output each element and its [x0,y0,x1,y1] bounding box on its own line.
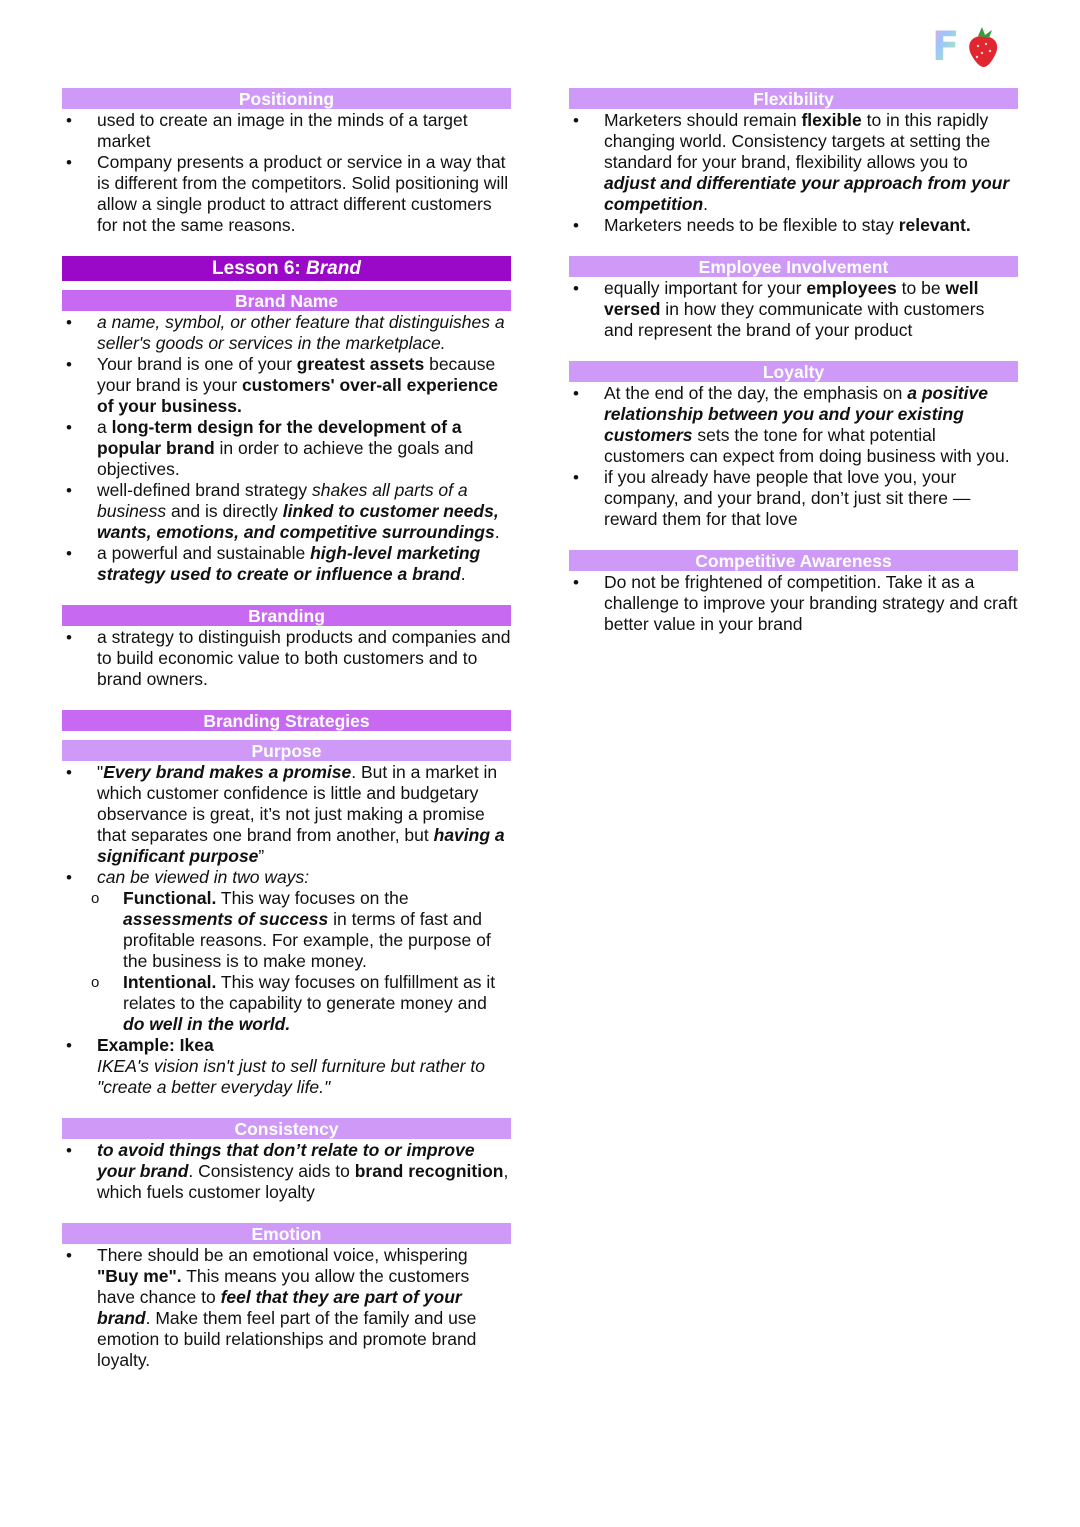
flexibility-header: Flexibility [569,88,1018,109]
list-item: • Your brand is one of your greatest assets because your brand is your customers' over-all experience of your business. [62,354,511,417]
logo [930,22,1002,68]
right-column [569,88,1018,635]
flexibility-list [569,110,1018,236]
employee-involvement-header: Employee Involvement [569,256,1018,277]
list-item: • Example: Ikea IKEA's vision isn't just to sell furniture but rather to "create a better everyday life." [62,1035,511,1098]
list-item: • well-defined brand strategy shakes all parts of a business and is directly linked to customer needs, wants, emotions, and competitive surroundings. [62,480,511,543]
list-item: • "Every brand makes a promise. But in a market in which customer confidence is little and budgetary observance is great, it’s not just making a promise that separates one brand from another, but having a significant purpose” [62,762,511,867]
consistency-header: Consistency [62,1118,511,1139]
emotion-header: Emotion [62,1223,511,1244]
list-item: • a powerful and sustainable high-level marketing strategy used to create or influence a brand. [62,543,511,585]
emotion-list [62,1245,511,1371]
list-item: • to avoid things that don’t relate to or improve your brand. Consistency aids to brand recognition, which fuels customer loyalty [62,1140,511,1203]
branding-header: Branding [62,605,511,626]
competitive-list [569,572,1018,635]
brand-name-header: Brand Name [62,290,511,311]
strawberry-icon [969,36,997,67]
left-column [62,88,511,1371]
logo-letter: F [932,24,960,68]
list-item: • can be viewed in two ways: o Functional. This way focuses on the assessments of success in terms of fast and profitable reasons. For example, the purpose of the business is to make money. o Intentional. This way focuses on fulfillment as it relates to the capability to generate money and do well in the world. [62,867,511,1035]
branding-strategies-header: Branding Strategies [62,710,511,731]
list-item: • Company presents a product or service in a way that is different from the competitors. Solid positioning will allow a single product to attract different customers for not the same reasons. [62,152,511,236]
brand-name-list [62,312,511,585]
loyalty-header: Loyalty [569,361,1018,382]
purpose-sublist [97,888,511,1035]
competitive-awareness-header: Competitive Awareness [569,550,1018,571]
list-item: • a long-term design for the development of a popular brand in order to achieve the goals and objectives. [62,417,511,480]
list-item: • There should be an emotional voice, whispering "Buy me". This means you allow the customers have chance to feel that they are part of your brand. Make them feel part of the family and use emotion to build relationships and promote brand loyalty. [62,1245,511,1371]
consistency-list [62,1140,511,1203]
list-item: • At the end of the day, the emphasis on a positive relationship between you and your existing customers sets the tone for what potential customers can expect from doing business with you. [569,383,1018,467]
positioning-list [62,110,511,236]
lesson-title: Lesson 6: Brand [62,256,511,281]
list-item: • used to create an image in the minds of a target market [62,110,511,152]
list-item: • Marketers should remain flexible to in this rapidly changing world. Consistency targets at setting the standard for your brand, flexibility allows you to adjust and differentiate your approach from your competition. [569,110,1018,215]
list-item: • a strategy to distinguish products and companies and to build economic value to both customers and to brand owners. [62,627,511,690]
list-item: • a name, symbol, or other feature that distinguishes a seller's goods or services in the marketplace. [62,312,511,354]
sub-list-item: o Functional. This way focuses on the assessments of success in terms of fast and profitable reasons. For example, the purpose of the business is to make money. [97,888,511,972]
purpose-header: Purpose [62,740,511,761]
sub-list-item: o Intentional. This way focuses on fulfillment as it relates to the capability to generate money and do well in the world. [97,972,511,1035]
branding-list [62,627,511,690]
positioning-header: Positioning [62,88,511,109]
list-item: • Do not be frightened of competition. Take it as a challenge to improve your branding strategy and craft better value in your brand [569,572,1018,635]
purpose-list [62,762,511,1098]
loyalty-list [569,383,1018,530]
list-item: • if you already have people that love you, your company, and your brand, don’t just sit there — reward them for that love [569,467,1018,530]
list-item: • equally important for your employees to be well versed in how they communicate with customers and represent the brand of your product [569,278,1018,341]
list-item: • Marketers needs to be flexible to stay relevant. [569,215,1018,236]
employee-list [569,278,1018,341]
